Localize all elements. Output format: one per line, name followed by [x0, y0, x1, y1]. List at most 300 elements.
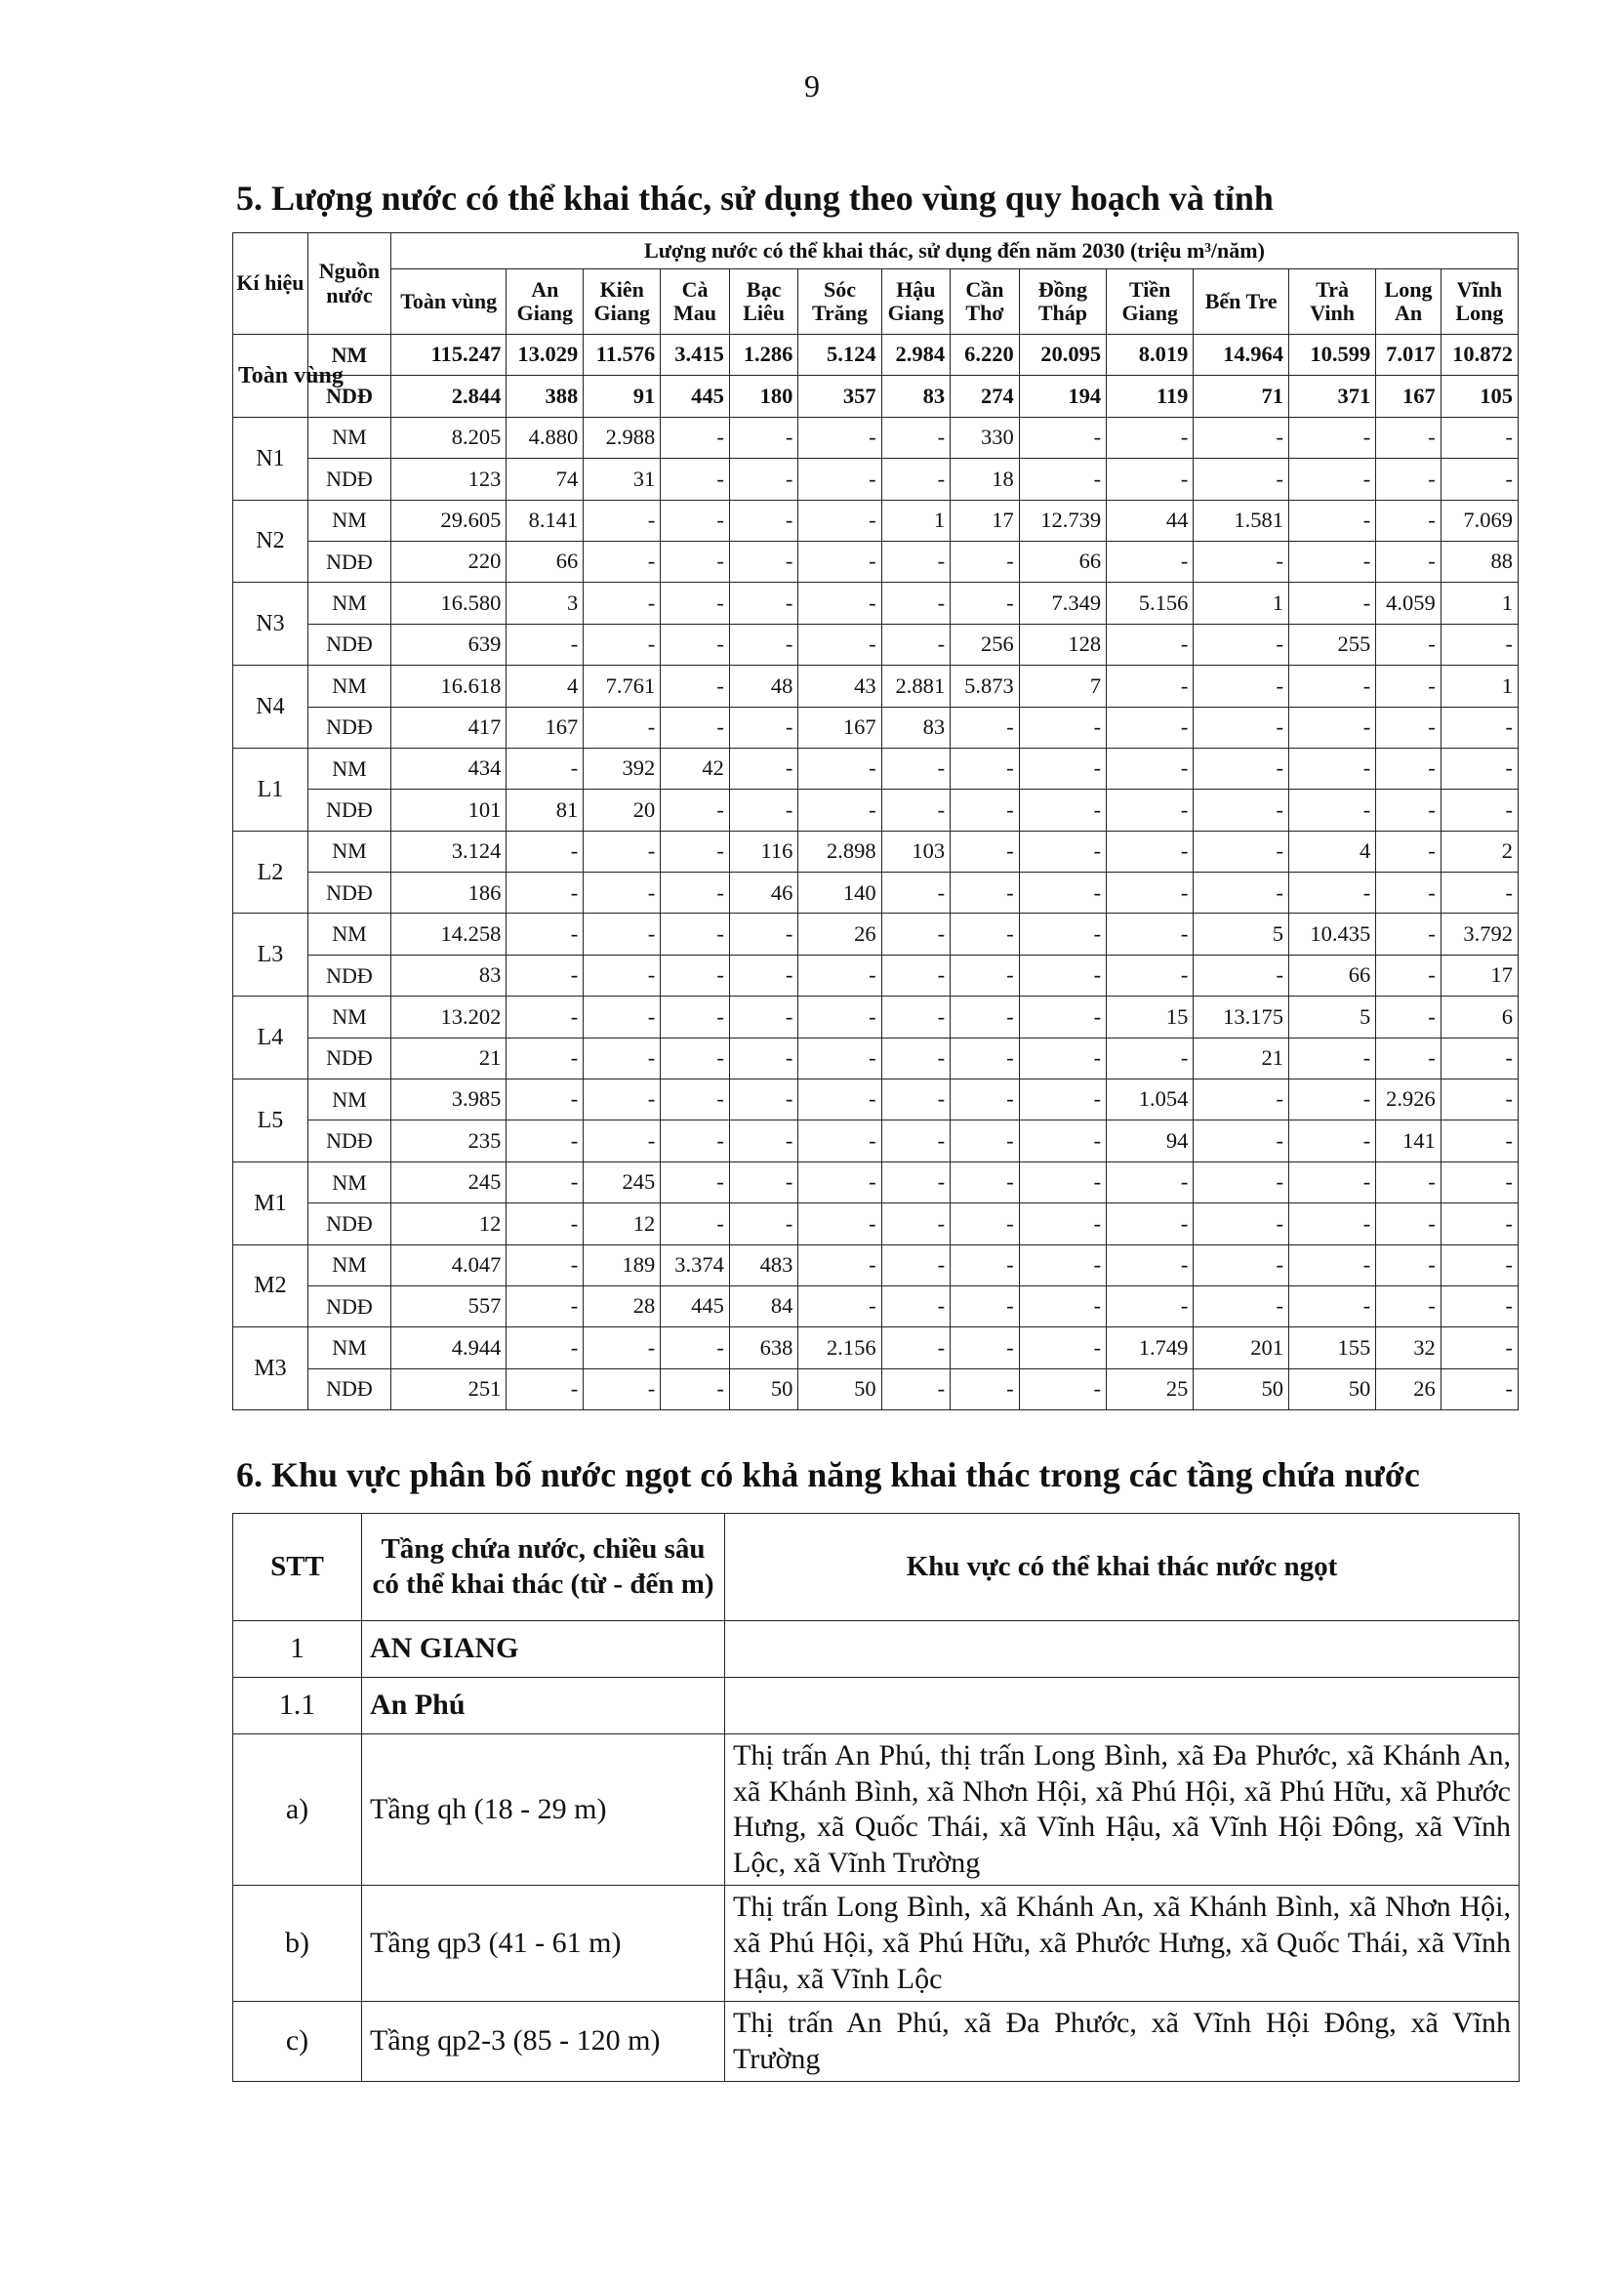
- table-cell: -: [729, 583, 798, 624]
- table-row: [233, 831, 1519, 872]
- table-cell: 88: [1441, 541, 1518, 582]
- table-cell: -: [951, 1038, 1020, 1079]
- table-cell: 42: [661, 748, 730, 789]
- table-cell: 13.202: [390, 997, 506, 1038]
- column-header: Cần Thơ: [951, 269, 1020, 335]
- table-cell: -: [1107, 1161, 1194, 1202]
- table-cell: -: [1019, 707, 1106, 748]
- table-cell: 50: [798, 1368, 881, 1409]
- table-cell: -: [881, 1203, 951, 1244]
- table-cell: -: [1376, 1285, 1441, 1326]
- source-header: Nguồn nước: [307, 233, 390, 335]
- table-cell: 20.095: [1019, 335, 1106, 376]
- table-cell: -: [661, 1368, 730, 1409]
- table-row: [233, 335, 1519, 376]
- table-cell: 25: [1107, 1368, 1194, 1409]
- table-row: [233, 459, 1519, 500]
- table-cell: -: [661, 1120, 730, 1161]
- table-row: [233, 1285, 1519, 1326]
- column-header: Hậu Giang: [881, 269, 951, 335]
- table-cell: 83: [881, 376, 951, 417]
- layer-cell: An Phú: [362, 1678, 725, 1734]
- table-cell: 251: [390, 1368, 506, 1409]
- table-cell: 14.964: [1194, 335, 1289, 376]
- table-cell: -: [1288, 1203, 1375, 1244]
- table-cell: 1: [1441, 666, 1518, 707]
- table-cell: 1.286: [729, 335, 798, 376]
- table-cell: 1.749: [1107, 1327, 1194, 1368]
- layer-cell: Tầng qh (18 - 29 m): [362, 1734, 725, 1886]
- table-cell: -: [881, 1161, 951, 1202]
- table-cell: 101: [390, 790, 506, 831]
- water-volume-table: [232, 232, 1519, 1410]
- table-cell: -: [1441, 1120, 1518, 1161]
- table-cell: -: [661, 1203, 730, 1244]
- table-cell: 3.415: [661, 335, 730, 376]
- table-cell: -: [881, 1038, 951, 1079]
- table-cell: 12: [390, 1203, 506, 1244]
- table-cell: -: [1288, 459, 1375, 500]
- table-cell: -: [507, 1038, 584, 1079]
- table-cell: 2.844: [390, 376, 506, 417]
- table-row: [233, 541, 1519, 582]
- table-cell: -: [1019, 1285, 1106, 1326]
- table-cell: 4.880: [507, 417, 584, 458]
- table-cell: 2.988: [584, 417, 661, 458]
- table-cell: -: [1376, 955, 1441, 996]
- table-cell: -: [584, 831, 661, 872]
- table-cell: -: [1288, 666, 1375, 707]
- table-cell: 357: [798, 376, 881, 417]
- table-cell: -: [798, 583, 881, 624]
- table-cell: -: [507, 997, 584, 1038]
- table-cell: -: [661, 831, 730, 872]
- row-symbol: L4: [233, 997, 308, 1079]
- table-cell: 4.059: [1376, 583, 1441, 624]
- page-number: 9: [804, 68, 820, 103]
- table-cell: 21: [1194, 1038, 1289, 1079]
- table-cell: -: [1441, 1203, 1518, 1244]
- table-cell: -: [881, 997, 951, 1038]
- table-cell: -: [507, 1161, 584, 1202]
- table-cell: 8.019: [1107, 335, 1194, 376]
- table-cell: -: [881, 583, 951, 624]
- table-cell: 94: [1107, 1120, 1194, 1161]
- table-cell: -: [1107, 873, 1194, 914]
- table-cell: -: [507, 873, 584, 914]
- table-cell: -: [661, 955, 730, 996]
- table-row: [233, 376, 1519, 417]
- table-cell: -: [661, 1079, 730, 1120]
- stt-cell: b): [233, 1886, 362, 2002]
- table-cell: -: [1376, 831, 1441, 872]
- row-source: NM: [307, 417, 390, 458]
- table-cell: -: [798, 1203, 881, 1244]
- table-cell: -: [661, 624, 730, 665]
- row-symbol: L2: [233, 831, 308, 914]
- table-cell: 2.898: [798, 831, 881, 872]
- table-cell: -: [1441, 707, 1518, 748]
- table-cell: -: [1288, 748, 1375, 789]
- table-cell: -: [1194, 873, 1289, 914]
- table-cell: -: [661, 541, 730, 582]
- table-row: [233, 500, 1519, 541]
- column-header: Cà Mau: [661, 269, 730, 335]
- table-cell: 201: [1194, 1327, 1289, 1368]
- table-cell: -: [1441, 417, 1518, 458]
- table-cell: -: [1019, 1203, 1106, 1244]
- table-cell: -: [661, 1327, 730, 1368]
- table-row: [233, 666, 1519, 707]
- table-cell: -: [798, 541, 881, 582]
- table-cell: -: [1194, 1079, 1289, 1120]
- layer-cell: AN GIANG: [362, 1621, 725, 1678]
- row-symbol: L3: [233, 914, 308, 997]
- table-cell: -: [507, 1244, 584, 1285]
- area-header: Khu vực có thể khai thác nước ngọt: [725, 1514, 1520, 1621]
- table-cell: -: [1107, 1244, 1194, 1285]
- row-symbol: Toàn vùng: [233, 335, 308, 418]
- table-cell: 105: [1441, 376, 1518, 417]
- table-cell: -: [881, 873, 951, 914]
- table-row: [233, 873, 1519, 914]
- table-cell: -: [798, 1079, 881, 1120]
- table-cell: 13.029: [507, 335, 584, 376]
- table-cell: 103: [881, 831, 951, 872]
- row-symbol: N4: [233, 666, 308, 749]
- table-cell: -: [584, 873, 661, 914]
- table-cell: -: [951, 707, 1020, 748]
- table-cell: -: [1107, 914, 1194, 955]
- row-source: NDĐ: [307, 624, 390, 665]
- table-cell: 10.435: [1288, 914, 1375, 955]
- table-cell: 167: [1376, 376, 1441, 417]
- table-cell: -: [1441, 1368, 1518, 1409]
- table-row: [233, 955, 1519, 996]
- table-cell: -: [881, 748, 951, 789]
- table-cell: -: [798, 748, 881, 789]
- table-cell: 167: [798, 707, 881, 748]
- table-cell: -: [1441, 1327, 1518, 1368]
- stt-cell: 1.1: [233, 1678, 362, 1734]
- table-cell: 50: [729, 1368, 798, 1409]
- table-cell: -: [1019, 1161, 1106, 1202]
- table-cell: -: [881, 914, 951, 955]
- column-header: Kiên Giang: [584, 269, 661, 335]
- table-cell: -: [798, 790, 881, 831]
- table-cell: -: [584, 707, 661, 748]
- table-cell: 189: [584, 1244, 661, 1285]
- table-cell: -: [1107, 831, 1194, 872]
- table-cell: 274: [951, 376, 1020, 417]
- table-cell: -: [1288, 1079, 1375, 1120]
- table-cell: 220: [390, 541, 506, 582]
- table-cell: 10.599: [1288, 335, 1375, 376]
- table-cell: -: [1376, 1038, 1441, 1079]
- table-cell: -: [798, 955, 881, 996]
- table-cell: -: [1194, 748, 1289, 789]
- table-cell: 17: [1441, 955, 1518, 996]
- table-cell: 7: [1019, 666, 1106, 707]
- table-cell: 66: [1288, 955, 1375, 996]
- table-cell: 2.881: [881, 666, 951, 707]
- table-cell: -: [507, 1079, 584, 1120]
- table-cell: -: [798, 459, 881, 500]
- table-cell: -: [1376, 997, 1441, 1038]
- table-cell: -: [507, 1368, 584, 1409]
- table-cell: 5.873: [951, 666, 1020, 707]
- table-cell: 84: [729, 1285, 798, 1326]
- row-source: NM: [307, 1244, 390, 1285]
- table-cell: -: [1107, 790, 1194, 831]
- table-cell: 371: [1288, 376, 1375, 417]
- table-cell: 155: [1288, 1327, 1375, 1368]
- table-cell: 81: [507, 790, 584, 831]
- table-cell: 74: [507, 459, 584, 500]
- table-cell: -: [881, 624, 951, 665]
- table-cell: -: [729, 1120, 798, 1161]
- table-cell: -: [951, 583, 1020, 624]
- table-cell: -: [951, 831, 1020, 872]
- table-cell: 116: [729, 831, 798, 872]
- table-cell: -: [1019, 1244, 1106, 1285]
- table-cell: -: [1194, 624, 1289, 665]
- table-cell: 91: [584, 376, 661, 417]
- table-cell: 29.605: [390, 500, 506, 541]
- table-cell: -: [584, 1327, 661, 1368]
- table-cell: 140: [798, 873, 881, 914]
- table-cell: 330: [951, 417, 1020, 458]
- table-cell: -: [1019, 831, 1106, 872]
- column-header: Long An: [1376, 269, 1441, 335]
- table-cell: 245: [584, 1161, 661, 1202]
- table-cell: -: [661, 666, 730, 707]
- table-cell: -: [951, 541, 1020, 582]
- section-5-heading: 5. Lượng nước có thể khai thác, sử dụng theo vùng quy hoạch và tỉnh: [236, 179, 1274, 218]
- table-cell: 71: [1194, 376, 1289, 417]
- table-cell: -: [584, 624, 661, 665]
- row-source: NDĐ: [307, 1120, 390, 1161]
- table-cell: -: [1194, 707, 1289, 748]
- table-cell: -: [1194, 955, 1289, 996]
- row-source: NDĐ: [307, 376, 390, 417]
- table-cell: -: [1288, 583, 1375, 624]
- table-row: [233, 1161, 1519, 1202]
- table-cell: 123: [390, 459, 506, 500]
- table-cell: -: [1107, 707, 1194, 748]
- table-cell: 17: [951, 500, 1020, 541]
- table-cell: -: [881, 1079, 951, 1120]
- table-row: [233, 748, 1519, 789]
- table-cell: 14.258: [390, 914, 506, 955]
- freshwater-area-body: [233, 1621, 1520, 2082]
- table-cell: -: [881, 459, 951, 500]
- table-cell: 2.984: [881, 335, 951, 376]
- table-cell: 26: [798, 914, 881, 955]
- table-cell: -: [951, 873, 1020, 914]
- table-cell: 3.374: [661, 1244, 730, 1285]
- table-cell: -: [798, 1244, 881, 1285]
- table-cell: -: [1019, 1368, 1106, 1409]
- table-cell: -: [729, 1203, 798, 1244]
- symbol-header: Kí hiệu: [233, 233, 308, 335]
- row-source: NM: [307, 831, 390, 872]
- table-cell: -: [507, 1327, 584, 1368]
- table-cell: -: [661, 873, 730, 914]
- table-cell: 4.047: [390, 1244, 506, 1285]
- table-cell: 128: [1019, 624, 1106, 665]
- table-row: [233, 1886, 1520, 2002]
- row-source: NM: [307, 914, 390, 955]
- table-cell: -: [1107, 955, 1194, 996]
- table-cell: -: [1376, 666, 1441, 707]
- table-cell: 8.205: [390, 417, 506, 458]
- table-cell: 2: [1441, 831, 1518, 872]
- column-header: Tiền Giang: [1107, 269, 1194, 335]
- row-source: NDĐ: [307, 1038, 390, 1079]
- table-cell: -: [1019, 748, 1106, 789]
- table-cell: 392: [584, 748, 661, 789]
- table-cell: -: [661, 790, 730, 831]
- stt-header: STT: [233, 1514, 362, 1621]
- table-cell: 6: [1441, 997, 1518, 1038]
- table-cell: -: [1441, 1038, 1518, 1079]
- table-cell: -: [951, 1079, 1020, 1120]
- table-cell: -: [584, 541, 661, 582]
- table-cell: 48: [729, 666, 798, 707]
- table-cell: 3: [507, 583, 584, 624]
- row-source: NDĐ: [307, 541, 390, 582]
- table-cell: -: [729, 997, 798, 1038]
- table-cell: 180: [729, 376, 798, 417]
- table-cell: -: [951, 790, 1020, 831]
- table-cell: -: [507, 624, 584, 665]
- table-cell: 115.247: [390, 335, 506, 376]
- table-cell: -: [1441, 1079, 1518, 1120]
- table-cell: 11.576: [584, 335, 661, 376]
- table-cell: 1: [1194, 583, 1289, 624]
- area-cell: [725, 1621, 1520, 1678]
- table-cell: -: [584, 1368, 661, 1409]
- table-cell: 256: [951, 624, 1020, 665]
- table-cell: 3.124: [390, 831, 506, 872]
- table-cell: -: [729, 1161, 798, 1202]
- table-row: [233, 1368, 1519, 1409]
- table-cell: -: [951, 1120, 1020, 1161]
- table-cell: -: [507, 831, 584, 872]
- row-source: NM: [307, 1161, 390, 1202]
- table-cell: -: [1288, 1038, 1375, 1079]
- table-cell: -: [1019, 1079, 1106, 1120]
- row-source: NDĐ: [307, 790, 390, 831]
- table-cell: 43: [798, 666, 881, 707]
- table-cell: -: [1376, 459, 1441, 500]
- table-row: [233, 1203, 1519, 1244]
- table-cell: -: [584, 997, 661, 1038]
- table-cell: -: [1019, 955, 1106, 996]
- table-cell: -: [1441, 624, 1518, 665]
- table-cell: -: [1019, 873, 1106, 914]
- row-source: NDĐ: [307, 873, 390, 914]
- table-cell: -: [881, 1368, 951, 1409]
- table-cell: 141: [1376, 1120, 1441, 1161]
- table-cell: -: [1376, 1203, 1441, 1244]
- row-source: NDĐ: [307, 955, 390, 996]
- table-cell: -: [1019, 997, 1106, 1038]
- table-cell: 6.220: [951, 335, 1020, 376]
- area-cell: [725, 1678, 1520, 1734]
- table-cell: -: [507, 1120, 584, 1161]
- table-cell: 638: [729, 1327, 798, 1368]
- table-cell: -: [729, 1079, 798, 1120]
- table-cell: -: [661, 459, 730, 500]
- table-cell: -: [1441, 790, 1518, 831]
- table-cell: -: [1019, 1038, 1106, 1079]
- table-cell: -: [881, 790, 951, 831]
- table-cell: 50: [1288, 1368, 1375, 1409]
- row-source: NM: [307, 748, 390, 789]
- table-cell: -: [1194, 1161, 1289, 1202]
- stt-cell: c): [233, 2002, 362, 2082]
- table-cell: -: [798, 1161, 881, 1202]
- table-cell: -: [729, 955, 798, 996]
- table-cell: -: [798, 1038, 881, 1079]
- table-cell: -: [661, 500, 730, 541]
- table-cell: -: [729, 624, 798, 665]
- table-cell: -: [584, 914, 661, 955]
- area-cell: Thị trấn An Phú, thị trấn Long Bình, xã Đa Phước, xã Khánh An, xã Khánh Bình, xã Nhơn Hội, xã Phú Hội, xã Phú Hữu, xã Phước Hưng, xã Quốc Thái, xã Vĩnh Hậu, xã Vĩnh Hội Đông, xã Vĩnh Lộc, xã Vĩnh Trường: [725, 1734, 1520, 1886]
- table-cell: -: [1107, 666, 1194, 707]
- table-cell: -: [1288, 417, 1375, 458]
- table-cell: -: [1107, 541, 1194, 582]
- table-cell: -: [1441, 1161, 1518, 1202]
- table-cell: -: [1194, 1120, 1289, 1161]
- table-cell: -: [881, 1285, 951, 1326]
- table-cell: 8.141: [507, 500, 584, 541]
- table-cell: -: [1194, 1203, 1289, 1244]
- table-cell: 639: [390, 624, 506, 665]
- table-cell: -: [729, 707, 798, 748]
- table-cell: 3.985: [390, 1079, 506, 1120]
- layer-cell: Tầng qp2-3 (85 - 120 m): [362, 2002, 725, 2082]
- row-symbol: M3: [233, 1327, 308, 1410]
- table-cell: -: [1194, 541, 1289, 582]
- row-source: NM: [307, 666, 390, 707]
- table-cell: -: [951, 1244, 1020, 1285]
- row-source: NDĐ: [307, 1203, 390, 1244]
- table-cell: -: [951, 1368, 1020, 1409]
- table-cell: -: [661, 707, 730, 748]
- layer-header: Tầng chứa nước, chiều sâu có thể khai thác (từ - đến m): [362, 1514, 725, 1621]
- table-row: [233, 707, 1519, 748]
- row-source: NM: [307, 335, 390, 376]
- table-cell: -: [1194, 790, 1289, 831]
- table-cell: -: [1441, 459, 1518, 500]
- column-header-row: [233, 269, 1519, 335]
- table-cell: -: [1107, 748, 1194, 789]
- table-cell: -: [661, 583, 730, 624]
- table-cell: -: [1288, 541, 1375, 582]
- table-cell: -: [1288, 1120, 1375, 1161]
- area-cell: Thị trấn An Phú, xã Đa Phước, xã Vĩnh Hội Đông, xã Vĩnh Trường: [725, 2002, 1520, 2082]
- table-cell: -: [1194, 1285, 1289, 1326]
- table-cell: 28: [584, 1285, 661, 1326]
- table-cell: -: [1288, 707, 1375, 748]
- table-cell: -: [1019, 459, 1106, 500]
- table-cell: -: [951, 748, 1020, 789]
- column-header: Vĩnh Long: [1441, 269, 1518, 335]
- table-cell: -: [584, 1120, 661, 1161]
